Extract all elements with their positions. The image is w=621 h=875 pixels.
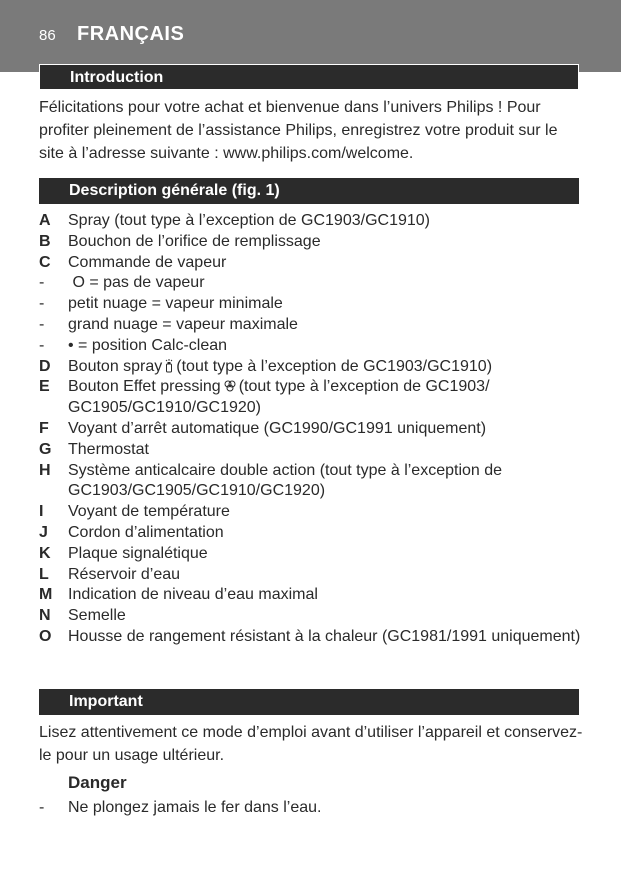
list-text: petit nuage = vapeur minimale xyxy=(68,295,283,313)
list-item xyxy=(39,357,589,378)
list-marker: G xyxy=(39,440,52,458)
list-marker: B xyxy=(39,232,51,250)
list-item xyxy=(39,294,589,315)
list-text: Voyant de température xyxy=(68,503,230,521)
list-text: Système anticalcaire double action (tout type à l’exception de GC1903/GC1905/GC1910/GC1920) xyxy=(68,461,503,500)
list-item xyxy=(39,336,589,357)
list-text: Cordon d’alimentation xyxy=(68,523,224,541)
list-item xyxy=(39,461,589,503)
list-marker: A xyxy=(39,212,51,229)
list-item xyxy=(39,315,589,336)
list-item xyxy=(39,544,589,565)
list-text-part: Bouton Effet pressing xyxy=(68,378,221,396)
steam-boost-icon xyxy=(223,379,237,393)
list-item xyxy=(39,440,589,461)
list-item xyxy=(39,211,589,232)
list-item xyxy=(39,797,321,818)
list-item xyxy=(39,523,589,544)
list-text: Commande de vapeur xyxy=(68,253,227,271)
list-text-part: (tout type à l’exception de GC1903/GC1910) xyxy=(176,357,493,375)
section-heading-introduction: Introduction xyxy=(39,64,579,90)
list-marker: M xyxy=(39,586,53,604)
list-item xyxy=(39,377,589,419)
description-list xyxy=(39,211,589,648)
list-item xyxy=(39,419,589,440)
list-marker: - xyxy=(39,799,45,816)
list-marker: - xyxy=(39,295,45,313)
list-item xyxy=(39,585,589,606)
list-text: Housse de rangement résistant à la chaleur (GC1981/1991 uniquement) xyxy=(68,627,581,645)
list-text: Spray (tout type à l’exception de GC1903/GC1910) xyxy=(68,212,430,229)
list-text: Voyant d’arrêt automatique (GC1990/GC1991 uniquement) xyxy=(68,419,487,437)
list-text xyxy=(68,357,492,378)
list-item xyxy=(39,606,589,627)
list-marker: H xyxy=(39,461,51,479)
list-marker: E xyxy=(39,378,50,396)
list-text xyxy=(68,377,589,419)
list-text-part: Bouton spray xyxy=(68,357,163,375)
list-text: Semelle xyxy=(68,607,126,625)
introduction-text: Félicitations pour votre achat et bienvenue dans l’univers Philips ! Pour profiter pleinement de l’assistance Philips, enregistrez votre produit sur le site à l’adresse suivante : www.philips.com/welcome. xyxy=(39,99,558,162)
list-marker: - xyxy=(39,336,45,354)
list-marker: C xyxy=(39,253,51,271)
list-item xyxy=(39,627,589,648)
language-title: FRANÇAIS xyxy=(77,23,185,45)
list-text: Thermostat xyxy=(68,440,149,458)
section-heading-important: Important xyxy=(39,689,579,715)
list-text: Ne plongez jamais le fer dans l’eau. xyxy=(68,799,322,816)
list-marker: D xyxy=(39,357,51,375)
page-header xyxy=(0,0,621,72)
list-text: Réservoir d’eau xyxy=(68,565,181,583)
list-marker: N xyxy=(39,607,51,625)
list-marker: F xyxy=(39,419,49,437)
list-text: Bouchon de l’orifice de remplissage xyxy=(68,232,321,250)
page-number: 86 xyxy=(39,27,56,44)
danger-heading: Danger xyxy=(68,773,127,792)
list-item xyxy=(39,502,589,523)
list-marker: - xyxy=(39,274,45,292)
list-marker: I xyxy=(39,503,44,521)
list-item xyxy=(39,253,589,274)
list-text: Indication de niveau d’eau maximal xyxy=(68,586,318,604)
spray-icon xyxy=(164,359,174,373)
important-text: Lisez attentivement ce mode d’emploi avant d’utiliser l’appareil et conservez-le pour un usage ultérieur. xyxy=(39,724,583,764)
list-marker: - xyxy=(39,315,45,333)
list-text: grand nuage = vapeur maximale xyxy=(68,315,298,333)
list-marker: O xyxy=(39,627,52,645)
list-text: O = pas de vapeur xyxy=(68,274,205,292)
list-marker: L xyxy=(39,565,49,583)
list-marker: K xyxy=(39,544,51,562)
list-item xyxy=(39,565,589,586)
list-text: • = position Calc-clean xyxy=(68,336,228,354)
list-item xyxy=(39,273,589,294)
list-marker: J xyxy=(39,523,48,541)
section-heading-description: Description générale (fig. 1) xyxy=(39,178,579,204)
list-text: Plaque signalétique xyxy=(68,544,208,562)
list-item xyxy=(39,232,589,253)
list-text-part: (tout type à l’exception de GC1903/ GC1905/GC1910/GC1920) xyxy=(68,378,490,417)
